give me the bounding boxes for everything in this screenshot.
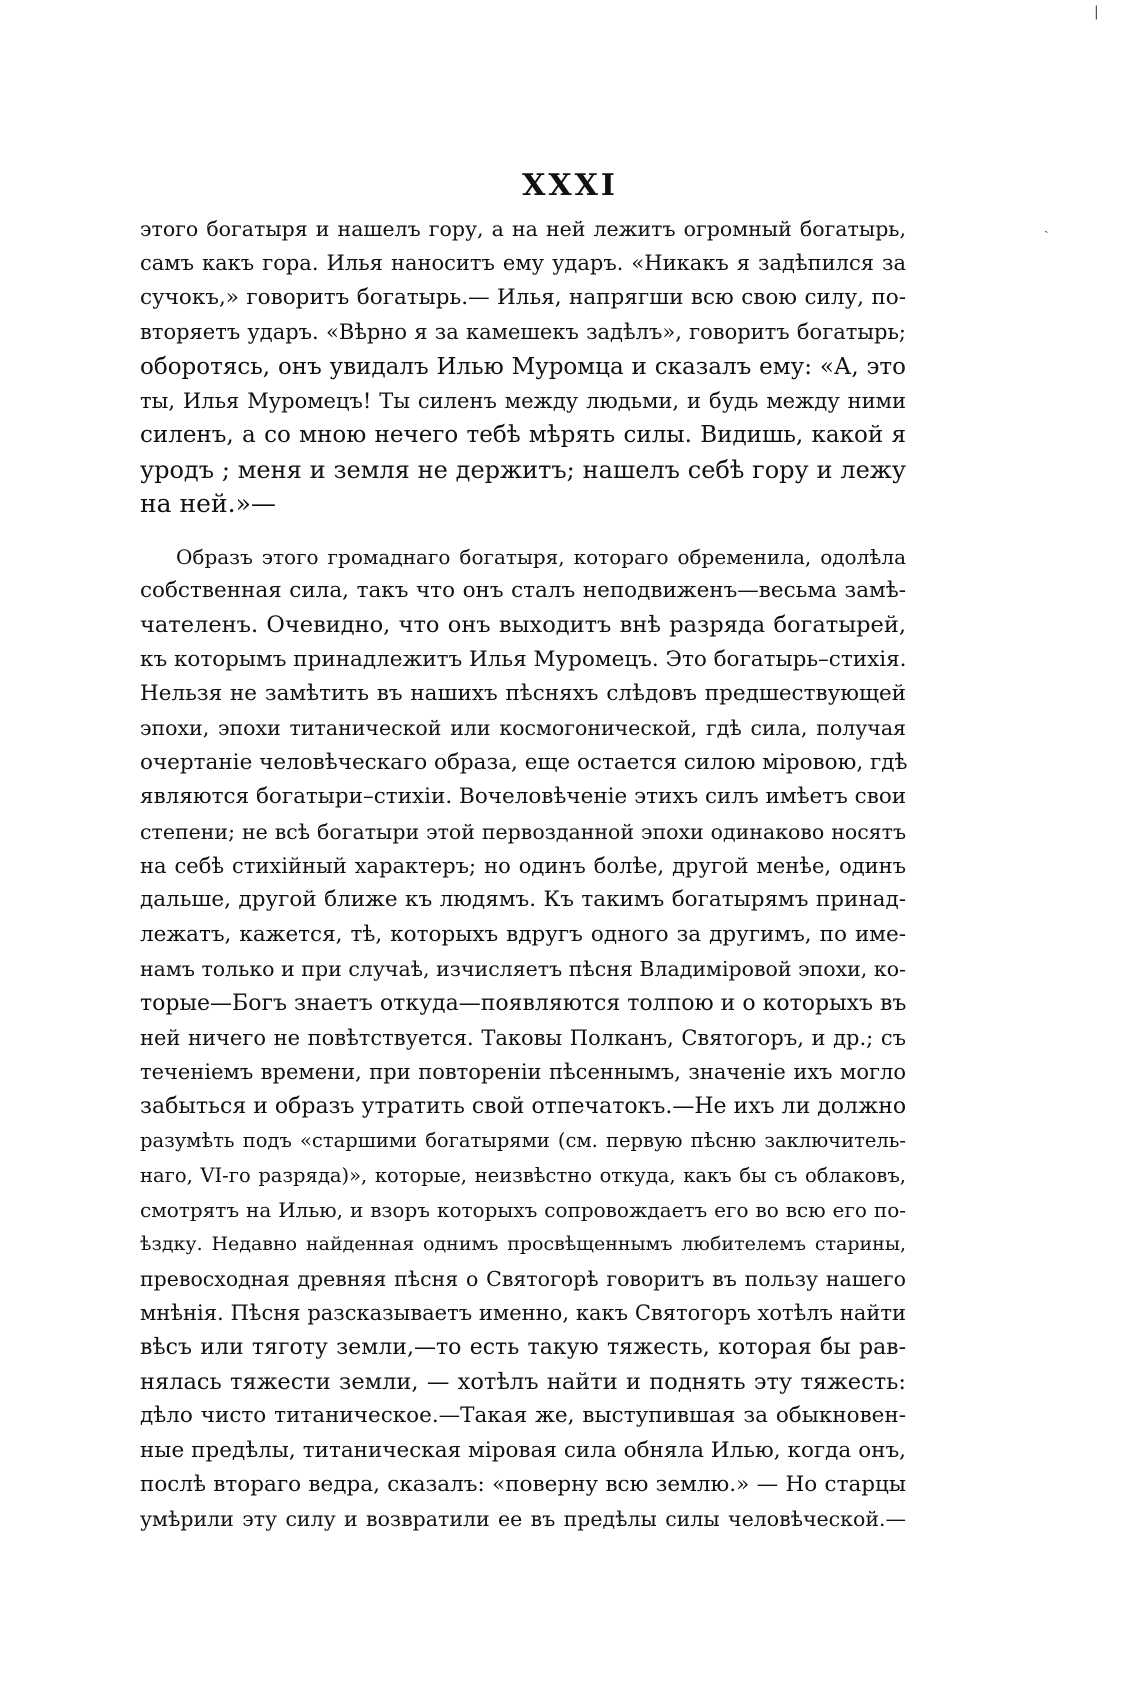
text-line: мнѣнія. Пѣсня разсказываетъ именно, какъ Святогоръ хотѣлъ найти: [140, 1301, 906, 1326]
text-line: послѣ втораго ведра, сказалъ: «поверну всю землю.» — Но старцы: [140, 1472, 906, 1498]
text-line: разумѣть подъ «старшими богатырями (см. первую пѣсню заключитель-: [140, 1129, 906, 1153]
text-line: самъ какъ гора. Илья наноситъ ему ударъ. «Никакъ я задѣпился за: [140, 251, 906, 276]
text-line: превосходная древняя пѣсня о Святогорѣ говоритъ въ пользу нашего: [140, 1266, 906, 1291]
text-line: Образъ этого громаднаго богатыря, котораго обременила, одолѣла: [176, 544, 906, 569]
text-line: ней ничего не повѣтствуется. Таковы Полканъ, Святогоръ, и др.; съ: [140, 1025, 906, 1050]
text-line: торые—Богъ знаетъ откуда—появляются толпою и о которыхъ въ: [140, 990, 907, 1016]
text-line: лежатъ, кажется, тѣ, которыхъ вдругъ одного за другимъ, по име-: [140, 921, 906, 947]
text-line: намъ только и при случаѣ, изчисляетъ пѣсня Владиміровой эпохи, ко-: [140, 957, 906, 982]
text-line: ты, Илья Муромецъ! Ты силенъ между людьми, и будь между ними: [140, 388, 906, 413]
text-line: уродъ ; меня и земля не держитъ; нашелъ себѣ гору и лежу: [140, 455, 906, 484]
edge-mark: |: [1094, 4, 1099, 20]
text-line: къ которымъ принадлежитъ Илья Муромецъ. Это богатырь–стихія.: [140, 646, 907, 672]
text-line: являются богатыри–стихіи. Вочеловѣченіе этихъ силъ имѣетъ свои: [140, 784, 907, 810]
page-number: XXXI: [522, 168, 618, 203]
text-line: собственная сила, такъ что онъ сталъ неподвиженъ—весьма замѣ-: [140, 577, 906, 603]
text-line: наго, VI-го разряда)», которые, неизвѣстно откуда, какъ бы съ облаковъ,: [140, 1163, 906, 1187]
text-line: дѣло чисто титаническое.—Такая же, выступившая за обыкновен-: [140, 1403, 906, 1429]
text-line: чателенъ. Очевидно, что онъ выходитъ внѣ разряда богатырей,: [140, 612, 906, 639]
text-line: очертаніе человѣческаго образа, еще остается силою міровою, гдѣ: [140, 749, 908, 775]
text-line: дальше, другой ближе къ людямъ. Къ такимъ богатырямъ принад-: [140, 887, 906, 913]
text-line: на ней.»—: [140, 489, 276, 519]
paragraph-2: [140, 540, 906, 1537]
text-line: нялась тяжести земли, — хотѣлъ найти и поднять эту тяжесть:: [140, 1368, 906, 1395]
text-line: степени; не всѣ богатыри этой первозданной эпохи одинаково носятъ: [140, 819, 906, 844]
text-line: теченіемъ времени, при повтореніи пѣсеннымъ, значеніе ихъ могло: [140, 1060, 906, 1085]
text-line: вѣсъ или тяготу земли,—то есть такую тяжесть, которая бы рав-: [140, 1334, 906, 1360]
text-line: этого богатыря и нашелъ гору, а на ней лежитъ огромный богатырь,: [140, 217, 906, 241]
text-line: умѣрили эту силу и возвратили ее въ предѣлы силы человѣческой.—: [140, 1507, 906, 1532]
paragraph-gap: [140, 522, 906, 540]
text-line: ные предѣлы, титаническая міровая сила обняла Илью, когда онъ,: [140, 1437, 906, 1463]
text-line: эпохи, эпохи титанической или космогонической, гдѣ сила, получая: [140, 716, 906, 741]
text-line: ѣздку. Недавно найденная однимъ просвѣщеннымъ любителемъ старины,: [140, 1233, 906, 1256]
speck-mark: ˎ: [1044, 218, 1049, 234]
text-line: смотрятъ на Илью, и взоръ которыхъ сопровождаетъ его во всю его по-: [140, 1197, 906, 1222]
text-line: забыться и образъ утратить свой отпечатокъ.—Не ихъ ли должно: [140, 1093, 907, 1119]
text-line: оборотясь, онъ увидалъ Илью Муромца и сказалъ ему: «А, это: [140, 353, 906, 380]
text-line: сучокъ,» говоритъ богатырь.— Илья, напрягши всю свою силу, по-: [140, 284, 906, 310]
text-line: на себѣ стихійный характеръ; но одинъ болѣе, другой менѣе, одинъ: [140, 854, 906, 879]
body-text: [140, 212, 906, 1537]
text-line: вторяетъ ударъ. «Вѣрно я за камешекъ задѣлъ», говоритъ богатырь;: [140, 320, 906, 345]
paragraph-1: [140, 212, 906, 522]
text-line: силенъ, а со мною нечего тебѣ мѣрять силы. Видишь, какой я: [140, 422, 906, 449]
text-line: Нельзя не замѣтить въ нашихъ пѣсняхъ слѣдовъ предшествующей: [140, 681, 906, 707]
